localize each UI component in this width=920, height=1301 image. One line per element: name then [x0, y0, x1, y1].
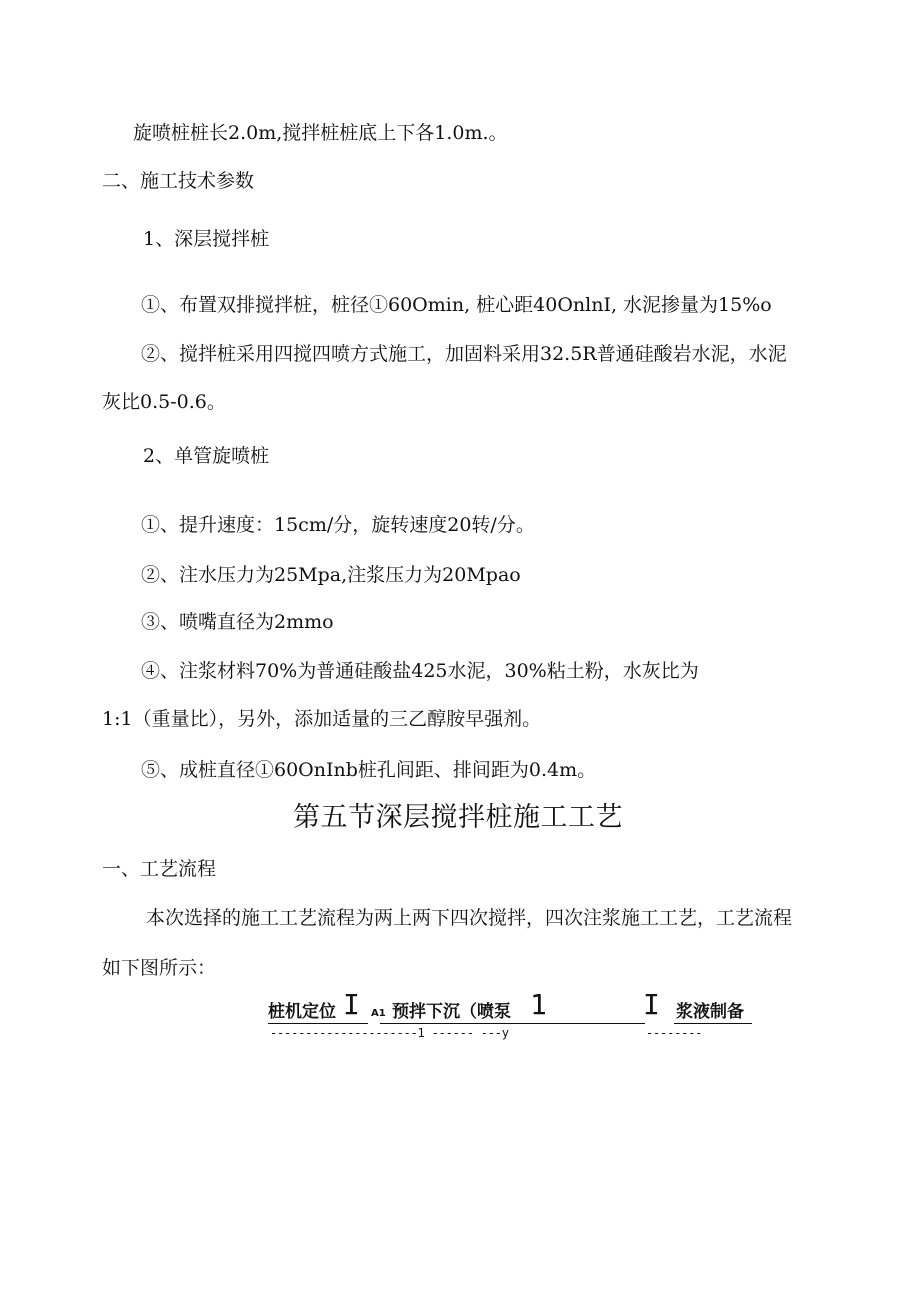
flow-dashed-line: -------- [646, 1026, 703, 1040]
subheading-single-tube-jet-pile: 2、单管旋喷桩 [143, 445, 270, 467]
paragraph-item-2-line1: ②、搅拌桩采用四搅四喷方式施工，加固料采用32.5R普通硅酸岩水泥，水泥 [141, 343, 787, 365]
flow-connector-glyph: 1 [530, 988, 547, 1021]
paragraph-item-2-line2: 灰比0.5-0.6。 [102, 391, 226, 413]
process-flow-diagram [268, 990, 758, 1050]
flow-dashed-line: ---------------------1 ------ ---y [270, 1026, 509, 1040]
paragraph-flow-intro-line2: 如下图所示： [102, 957, 217, 979]
flow-underline [268, 1023, 368, 1024]
paragraph-item-1: ①、布置双排搅拌桩，桩径①60Omin, 桩心距40OnlnI, 水泥掺量为15%o [141, 294, 772, 316]
heading-process-flow: 一、工艺流程 [102, 858, 217, 880]
flow-arrow-label: A1 [371, 1008, 386, 1019]
flow-node-slurry-preparation: 浆液制备 [676, 1002, 744, 1022]
paragraph-flow-intro-line1: 本次选择的施工工艺流程为两上两下四次搅拌，四次注浆施工工艺，工艺流程 [146, 907, 793, 929]
section-heading-parameters: 二、施工技术参数 [102, 170, 255, 192]
paragraph-nozzle: ③、喷嘴直径为2mmo [141, 611, 334, 633]
flow-connector-glyph: I [343, 988, 360, 1021]
paragraph-pressure: ②、注水压力为25Mpa,注浆压力为20Mpao [141, 564, 521, 586]
flow-underline [674, 1023, 752, 1024]
flow-node-premix-sinking: 预拌下沉（喷泵 [392, 1002, 511, 1022]
paragraph-grout-material-line1: ④、注浆材料70%为普通硅酸盐425水泥，30%粘土粉，水灰比为 [141, 660, 699, 682]
paragraph-pile-length: 旋喷桩桩长2.0m,搅拌桩桩底上下各1.0m.。 [133, 122, 508, 144]
flow-connector-glyph: I [643, 988, 660, 1021]
paragraph-pile-diameter: ⑤、成桩直径①60OnInb桩孔间距、排间距为0.4m。 [141, 759, 597, 781]
section-title: 第五节深层搅拌桩施工工艺 [293, 802, 623, 833]
flow-node-positioning: 桩机定位 [268, 1002, 336, 1022]
flow-underline [380, 1023, 645, 1024]
paragraph-grout-material-line2: 1:1（重量比），另外，添加适量的三乙醇胺早强剂。 [102, 708, 542, 730]
paragraph-lift-speed: ①、提升速度：15cm∕分，旋转速度20转/分。 [141, 514, 535, 536]
subheading-deep-mixing-pile: 1、深层搅拌桩 [143, 228, 270, 250]
